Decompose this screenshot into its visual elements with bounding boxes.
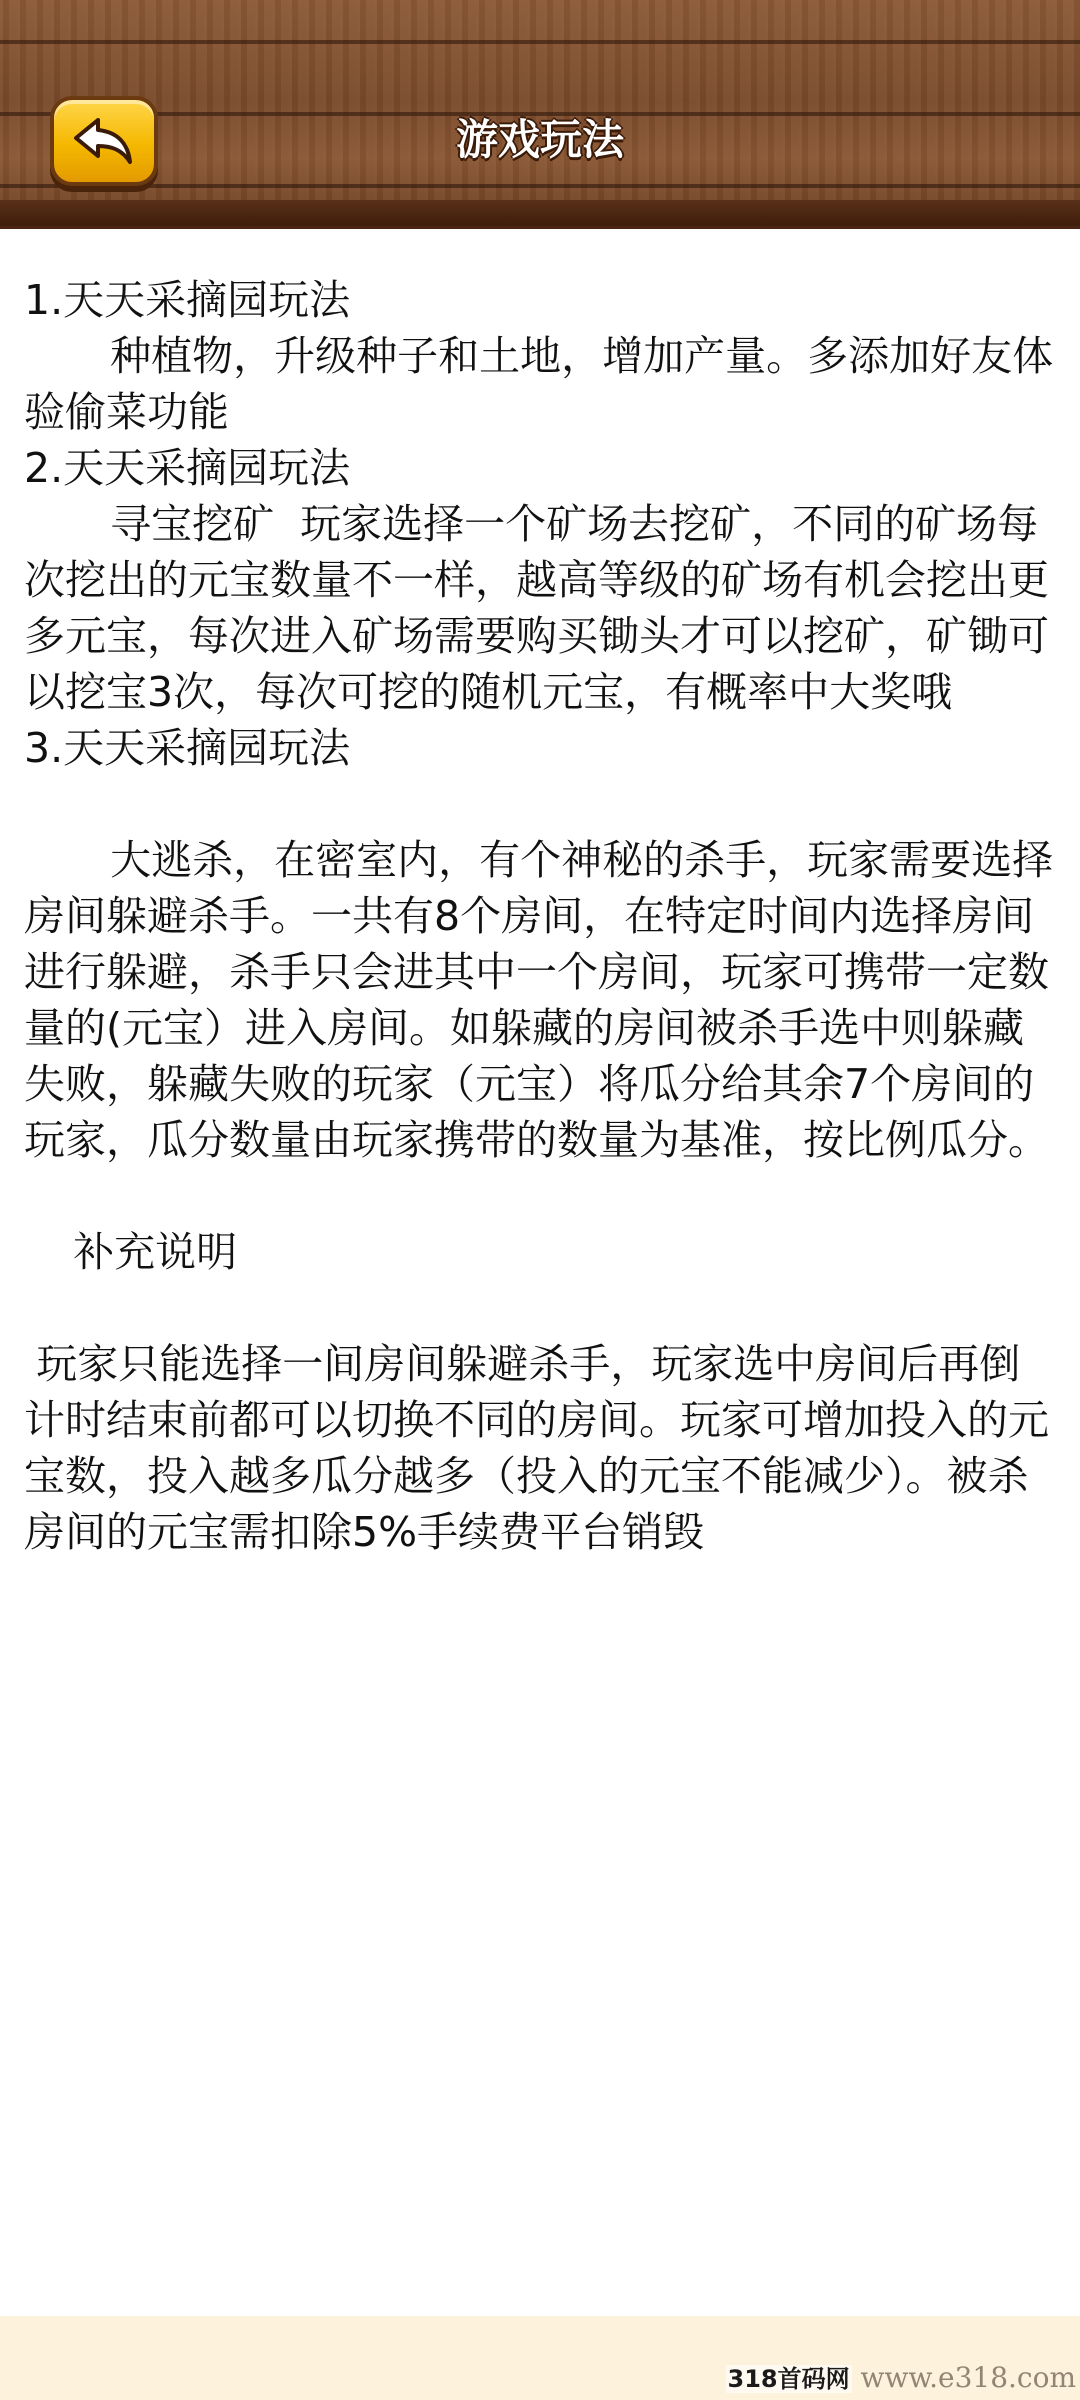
supplement-body: 玩家只能选择一间房间躲避杀手，玩家选中房间后再倒计时结束前都可以切换不同的房间。玩家可增加投入的元宝数，投入越多瓜分越多（投入的元宝不能减少）。被杀房间的元宝需扣除5%手续费平台销毁 [24, 1340, 1049, 1556]
header-bottom-strip [0, 200, 1080, 226]
page-title: 游戏玩法 [455, 115, 624, 164]
spacer [24, 1280, 1058, 1336]
section1-body: 种植物，升级种子和土地，增加产量。多添加好友体验偷菜功能 [24, 332, 1054, 436]
section2-body: 寻宝挖矿 玩家选择一个矿场去挖矿，不同的矿场每次挖出的元宝数量不一样，越高等级的矿场有机会挖出更多元宝，每次进入矿场需要购买锄头才可以挖矿，矿锄可以挖宝3次，每次可挖的随机元宝，有概率中大奖哦 [24, 500, 1049, 716]
watermark [726, 2359, 1077, 2394]
spacer [24, 776, 1058, 832]
footer-band [0, 2316, 1080, 2400]
section1-title: 1.天天采摘园玩法 [24, 276, 351, 324]
rules-content [24, 272, 1058, 1560]
wood-header [0, 0, 1080, 226]
spacer [24, 1168, 1058, 1224]
watermark-url: www.e318.com [860, 2361, 1076, 2394]
section2-title: 2.天天采摘园玩法 [24, 444, 351, 492]
watermark-brand: 318首码网 [727, 2365, 850, 2393]
section3-body: 大逃杀，在密室内，有个神秘的杀手，玩家需要选择房间躲避杀手。一共有8个房间，在特定时间内选择房间进行躲避，杀手只会进其中一个房间，玩家可携带一定数量的(元宝）进入房间。如躲藏的房间被杀手选中则躲藏失败，躲藏失败的玩家（元宝）将瓜分给其余7个房间的玩家，瓜分数量由玩家携带的数量为基准，按比例瓜分。 [24, 836, 1054, 1164]
section3-title: 3.天天采摘园玩法 [24, 724, 351, 772]
supplement-title: 补充说明 [73, 1228, 238, 1276]
